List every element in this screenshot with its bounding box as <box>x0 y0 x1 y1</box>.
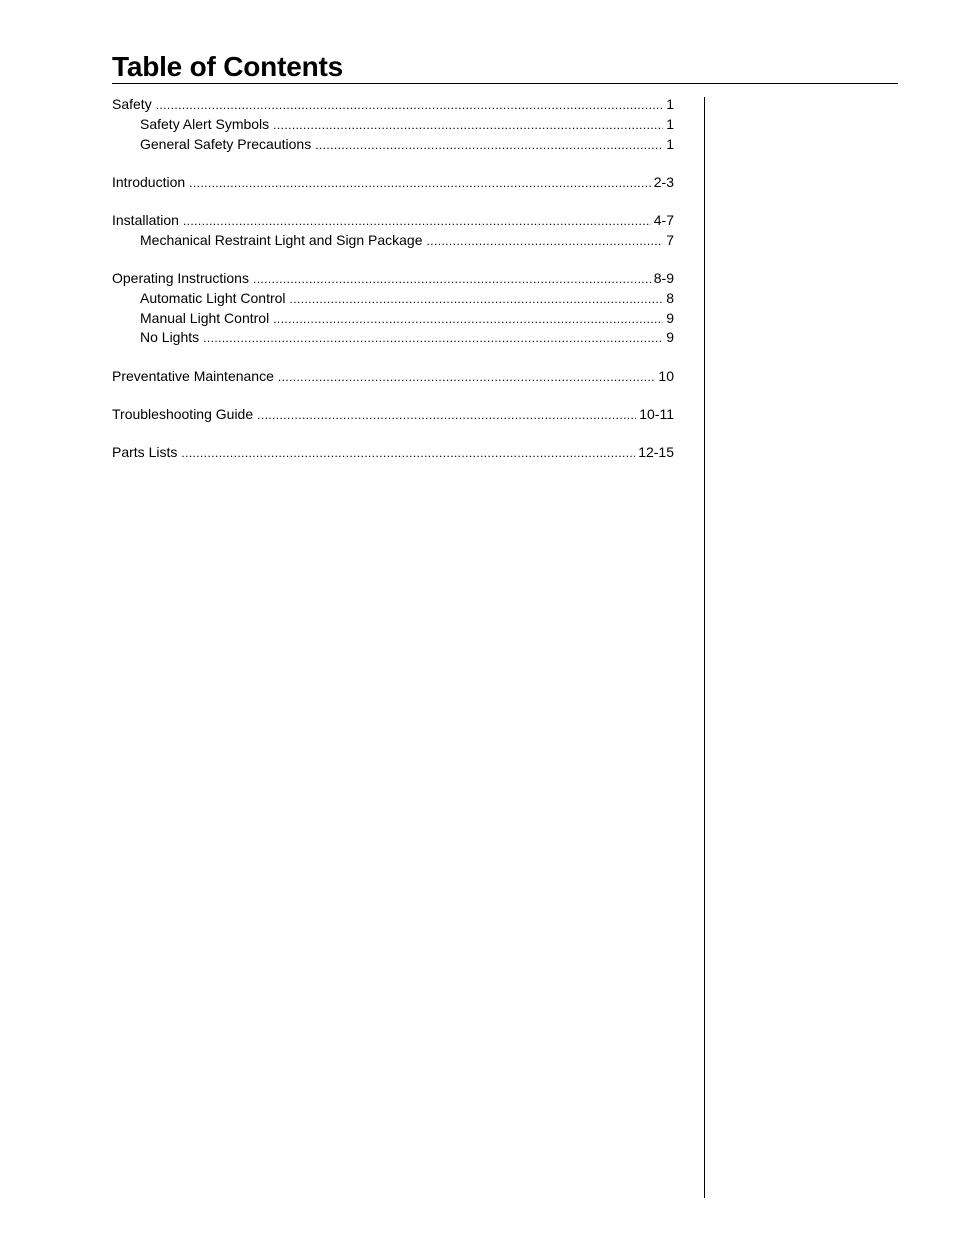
toc-entry-page: 8-9 <box>653 270 674 286</box>
toc-entry-page: 4-7 <box>653 212 674 228</box>
toc-entry-no-lights[interactable] <box>112 328 674 348</box>
toc-entry-automatic-light-control[interactable] <box>112 289 674 309</box>
dot-leader <box>156 96 664 115</box>
toc-entry-label: Parts Lists <box>112 444 178 460</box>
dot-leader <box>257 406 636 425</box>
toc-entry-safety[interactable] <box>112 95 674 115</box>
toc-entry-troubleshooting-guide[interactable] <box>112 405 674 425</box>
dot-leader <box>181 444 635 463</box>
toc-entry-page: 1 <box>666 135 674 152</box>
toc-entry-label: General Safety Precautions <box>140 135 312 152</box>
toc-entry-label: Introduction <box>112 173 186 190</box>
toc-entry-label: Troubleshooting Guide <box>112 405 254 422</box>
toc-entry-parts-lists[interactable] <box>112 443 674 463</box>
toc-entry-operating-instructions[interactable] <box>112 269 674 289</box>
toc-entry-label: Safety <box>112 96 152 112</box>
toc-entry-label: Automatic Light Control <box>140 289 286 306</box>
toc-entry-preventative-maintenance[interactable] <box>112 367 674 387</box>
toc-entry-page: 9 <box>666 329 674 346</box>
column-divider <box>704 97 705 1198</box>
toc-entry-page: 9 <box>666 309 674 326</box>
title-underline-divider <box>112 83 898 84</box>
dot-leader <box>273 310 663 329</box>
toc-entry-page: 2-3 <box>653 173 674 190</box>
dot-leader <box>183 212 651 231</box>
dot-leader <box>253 270 651 289</box>
dot-leader <box>203 329 663 348</box>
toc-entry-page: 8 <box>666 289 674 306</box>
toc-entry-safety-alert-symbols[interactable] <box>112 115 674 135</box>
page-title: Table of Contents <box>112 51 343 82</box>
toc-entry-page: 1 <box>666 96 674 112</box>
toc-entry-page: 12-15 <box>638 444 674 460</box>
toc-entry-manual-light-control[interactable] <box>112 309 674 329</box>
toc-entry-installation[interactable] <box>112 211 674 231</box>
toc-entry-introduction[interactable] <box>112 173 674 193</box>
table-of-contents-list <box>112 95 674 463</box>
dot-leader <box>189 174 651 193</box>
toc-entry-label: Safety Alert Symbols <box>140 115 270 132</box>
dot-leader <box>273 116 663 135</box>
dot-leader <box>290 290 664 309</box>
toc-entry-label: Manual Light Control <box>140 309 270 326</box>
toc-entry-label: Mechanical Restraint Light and Sign Package <box>140 231 423 248</box>
toc-entry-label: No Lights <box>140 329 200 346</box>
toc-entry-page: 7 <box>666 231 674 248</box>
toc-entry-page: 10-11 <box>639 405 674 422</box>
toc-entry-label: Installation <box>112 212 179 228</box>
dot-leader <box>315 136 663 155</box>
dot-leader <box>278 368 656 387</box>
toc-entry-page: 1 <box>666 115 674 132</box>
toc-entry-mechanical-restraint-light-and-sign-package[interactable] <box>112 231 674 251</box>
dot-leader <box>427 232 664 251</box>
toc-entry-label: Operating Instructions <box>112 270 249 286</box>
toc-entry-general-safety-precautions[interactable] <box>112 135 674 155</box>
toc-entry-page: 10 <box>658 367 674 384</box>
toc-entry-label: Preventative Maintenance <box>112 367 274 384</box>
